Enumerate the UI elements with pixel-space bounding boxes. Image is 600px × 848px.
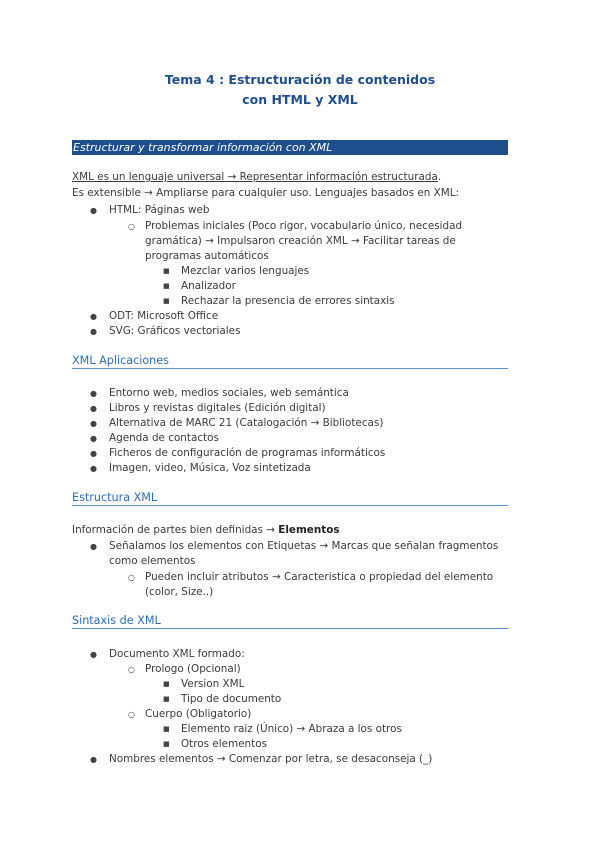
- list-item-otros: Otros elementos: [181, 738, 267, 750]
- intro-part-b: Representar información estructurada: [239, 171, 438, 183]
- list-item-tipo: Tipo de documento: [181, 693, 282, 705]
- bullet-dot: ●: [90, 542, 97, 551]
- bullet-dot: ●: [90, 389, 97, 398]
- list-item-documento: Documento XML formado:: [109, 648, 245, 660]
- bullet-circle: ○: [128, 665, 135, 674]
- document-title: Tema 4 : Estructuración de contenidos: [164, 72, 436, 87]
- list-item-nombres: Nombres elementos → Comenzar por letra, se desaconseja (_): [109, 753, 433, 765]
- list-item: Entorno web, medios sociales, web semántica: [109, 387, 349, 399]
- section-heading-estructurar: Estructurar y transformar información con XML: [72, 140, 508, 155]
- list-item-html: HTML: Páginas web: [109, 204, 210, 216]
- bullet-dot: ●: [90, 206, 97, 215]
- bullet-square: ■: [163, 740, 170, 748]
- bullet-circle: ○: [128, 222, 135, 231]
- bullet-dot: ●: [90, 449, 97, 458]
- intro-arrow: →: [224, 171, 240, 183]
- list-item: Libros y revistas digitales (Edición digital): [109, 402, 326, 414]
- bullet-dot: ●: [90, 650, 97, 659]
- bullet-dot: ●: [90, 434, 97, 443]
- bullet-square: ■: [163, 680, 170, 688]
- problemas-line-2: gramática) → Impulsaron creación XML → Facilitar tareas de: [145, 235, 456, 247]
- bullet-dot: ●: [90, 755, 97, 764]
- elementos-bold: Elementos: [278, 524, 340, 536]
- list-item-prologo: Prologo (Opcional): [145, 663, 241, 675]
- list-item: Alternativa de MARC 21 (Catalogación → Bibliotecas): [109, 417, 384, 429]
- section-heading-estructura: Estructura XML: [72, 490, 508, 506]
- etiquetas-line-2: como elementos: [109, 555, 196, 567]
- bullet-circle: ○: [128, 710, 135, 719]
- list-item-svg: SVG: Gráficos vectoriales: [109, 325, 241, 337]
- bullet-square: ■: [163, 725, 170, 733]
- bullet-square: ■: [163, 297, 170, 305]
- list-item-analizador: Analizador: [181, 280, 236, 292]
- etiquetas-line-1: Señalamos los elementos con Etiquetas → Marcas que señalan fragmentos: [109, 540, 499, 552]
- list-item-mezclar: Mezclar varios lenguajes: [181, 265, 310, 277]
- list-item: Imagen, video, Música, Voz sintetizada: [109, 462, 311, 474]
- list-item: Agenda de contactos: [109, 432, 219, 444]
- estructura-intro: [72, 523, 340, 538]
- bullet-circle: ○: [128, 573, 135, 582]
- list-item: Ficheros de configuración de programas informáticos: [109, 447, 386, 459]
- list-item-odt: ODT: Microsoft Office: [109, 310, 219, 322]
- extensible-line: Es extensible → Ampliarse para cualquier uso. Lenguajes basados en XML:: [72, 187, 459, 199]
- section-heading-aplicaciones: XML Aplicaciones: [72, 353, 508, 369]
- bullet-square: ■: [163, 695, 170, 703]
- list-item-rechazar: Rechazar la presencia de errores sintaxis: [181, 295, 395, 307]
- bullet-square: ■: [163, 282, 170, 290]
- bullet-dot: ●: [90, 327, 97, 336]
- list-item-version: Version XML: [181, 678, 245, 690]
- bullet-dot: ●: [90, 419, 97, 428]
- estructura-intro-text: Información de partes bien definidas →: [72, 524, 279, 536]
- intro-end: .: [437, 171, 442, 183]
- bullet-dot: ●: [90, 312, 97, 321]
- section-heading-sintaxis: Sintaxis de XML: [72, 613, 508, 629]
- bullet-dot: ●: [90, 404, 97, 413]
- problemas-line-3: programas automáticos: [145, 250, 269, 262]
- intro-line: [72, 170, 441, 185]
- intro-part-a: XML es un lenguaje universal: [72, 171, 225, 183]
- bullet-square: ■: [163, 267, 170, 275]
- bullet-dot: ●: [90, 464, 97, 473]
- atributos-line-2: (color, Size..): [145, 586, 214, 598]
- document-subtitle: con HTML y XML: [242, 92, 358, 107]
- list-item-cuerpo: Cuerpo (Obligatorio): [145, 708, 252, 720]
- problemas-line-1: Problemas iniciales (Poco rigor, vocabulario único, necesidad: [145, 220, 463, 232]
- atributos-line-1: Pueden incluir atributos → Caracteristica o propiedad del elemento: [145, 571, 494, 583]
- list-item-raiz: Elemento raiz (Único) → Abraza a los otros: [181, 723, 402, 735]
